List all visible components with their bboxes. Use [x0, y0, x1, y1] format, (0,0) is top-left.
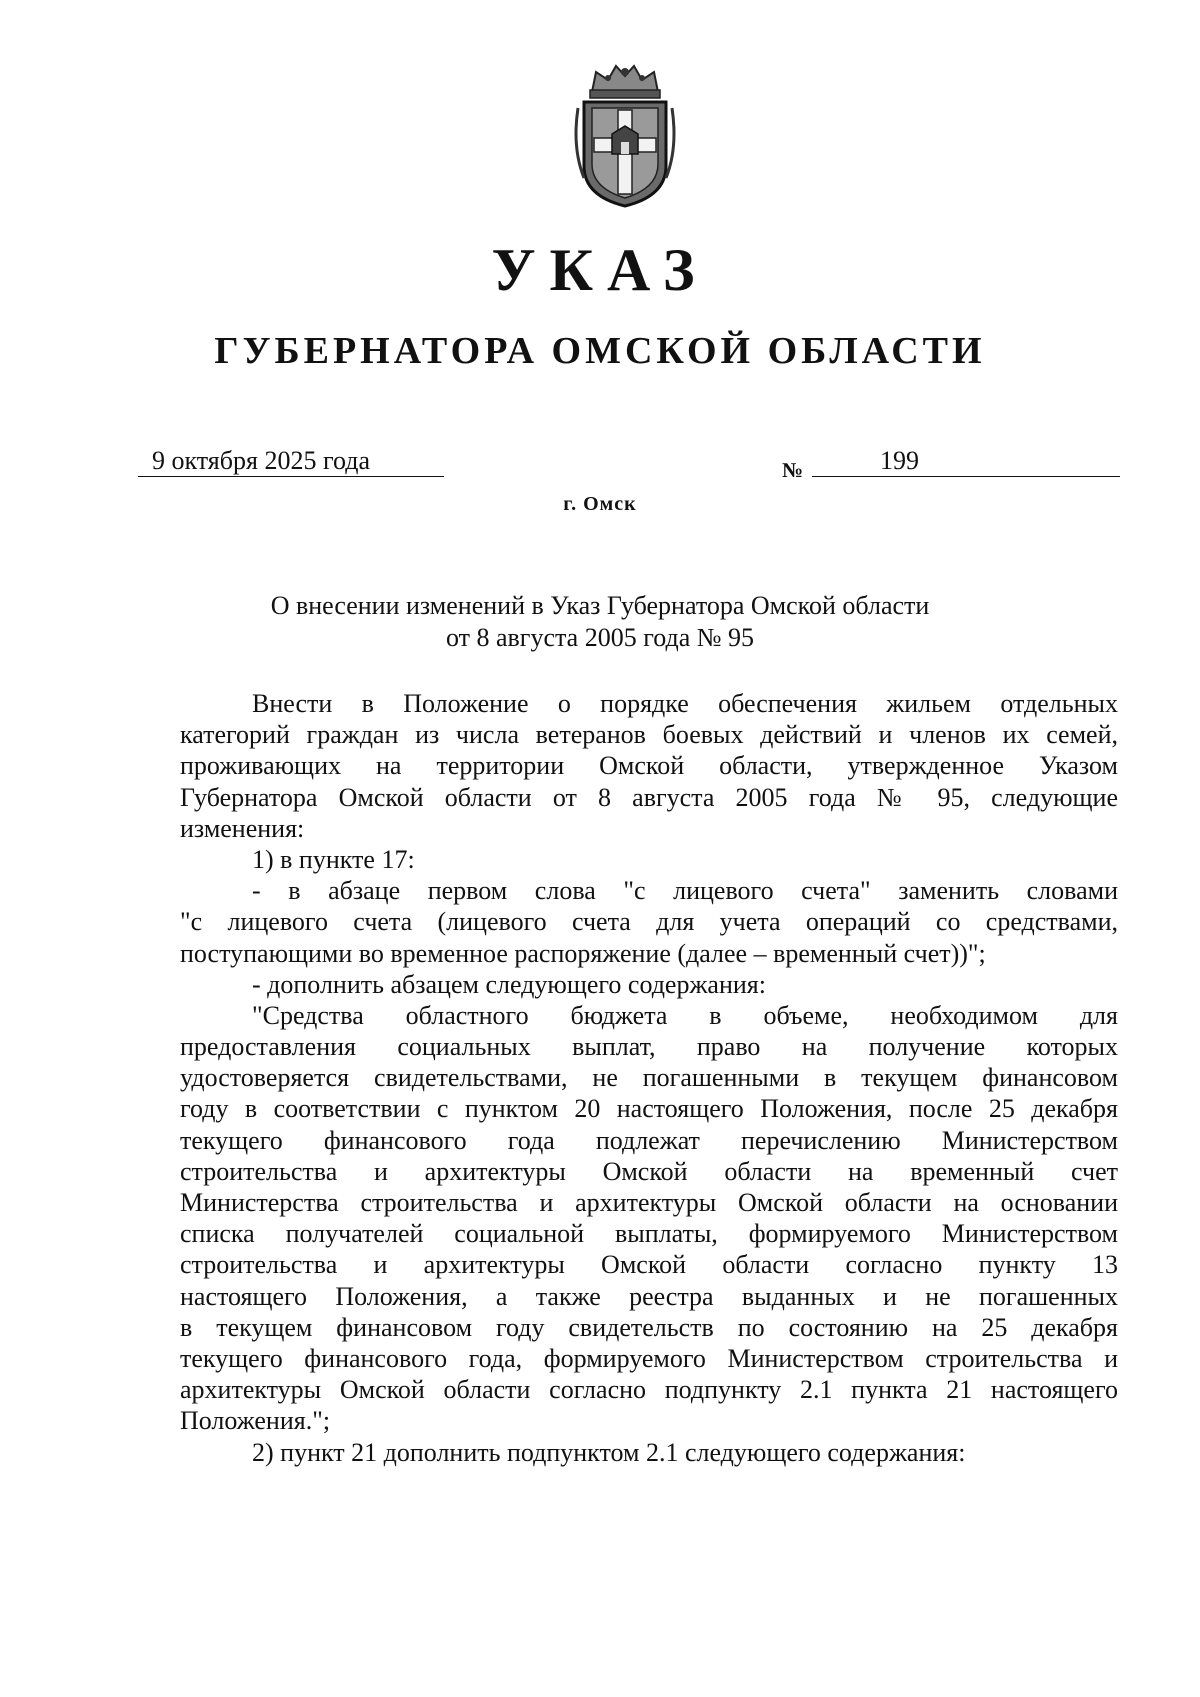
- body-line: категорий граждан из числа ветеранов боевых действий и членов их семей,: [180, 720, 1118, 750]
- body-line: 2) пункт 21 дополнить подпунктом 2.1 следующего содержания:: [252, 1437, 966, 1467]
- body-line: настоящего Положения, а также реестра выданных и не погашенных: [180, 1281, 1118, 1311]
- body-line: списка получателей социальной выплаты, формируемого Министерством: [180, 1219, 1118, 1249]
- decree-number: 199: [812, 446, 1120, 477]
- heading-line: от 8 августа 2005 года № 95: [445, 623, 755, 652]
- body-line: Министерства строительства и архитектуры Омской области на основании: [180, 1188, 1118, 1217]
- body-line: изменения:: [180, 813, 305, 843]
- body-line: текущего финансового года подлежат перечислению Министерством: [180, 1125, 1118, 1155]
- decree-city: г. Омск: [563, 493, 637, 515]
- decree-body: [180, 688, 1118, 1468]
- body-line: - в абзаце первом слова "с лицевого счета" заменить словами: [252, 876, 1118, 906]
- body-line: архитектуры Омской области согласно подпункту 2.1 пункта 21 настоящего: [180, 1375, 1118, 1405]
- body-line: строительства и архитектуры Омской области на временный счет: [180, 1156, 1118, 1186]
- body-line: Губернатора Омской области от 8 августа 2005 года № 95, следующие: [180, 782, 1118, 812]
- body-line: "Средства областного бюджета в объеме, необходимом для: [252, 1000, 1118, 1030]
- number-sign-label: №: [782, 458, 804, 482]
- omsk-coat-of-arms-emblem: [570, 58, 680, 210]
- heading-line: О внесении изменений в Указ Губернатора Омской области: [270, 591, 930, 620]
- body-line: 1) в пункте 17:: [252, 844, 415, 874]
- body-line: предоставления социальных выплат, право на получение которых: [180, 1032, 1118, 1062]
- body-line: поступающими во временное распоряжение (далее – временный счет))";: [180, 938, 986, 968]
- decree-heading: [180, 590, 1020, 654]
- body-line: строительства и архитектуры Омской области согласно пункту 13: [180, 1250, 1118, 1280]
- decree-title: УКАЗ: [491, 237, 709, 303]
- decree-subtitle: ГУБЕРНАТОРА ОМСКОЙ ОБЛАСТИ: [214, 330, 986, 372]
- body-line: "с лицевого счета (лицевого счета для учета операций со средствами,: [180, 907, 1118, 937]
- body-line: году в соответствии с пунктом 20 настоящего Положения, после 25 декабря: [180, 1094, 1118, 1124]
- body-line: - дополнить абзацем следующего содержания:: [252, 969, 766, 999]
- body-line: удостоверяется свидетельствами, не погашенными в текущем финансовом: [180, 1063, 1118, 1093]
- body-line: текущего финансового года, формируемого Министерством строительства и: [180, 1343, 1118, 1373]
- body-line: в текущем финансовом году свидетельств по состоянию на 25 декабря: [180, 1312, 1118, 1342]
- body-line: проживающих на территории Омской области, утвержденное Указом: [180, 751, 1118, 781]
- body-line: Положения.";: [180, 1406, 331, 1436]
- decree-date: 9 октября 2025 года: [138, 446, 444, 477]
- body-line: Внести в Положение о порядке обеспечения жильем отдельных: [252, 689, 1118, 718]
